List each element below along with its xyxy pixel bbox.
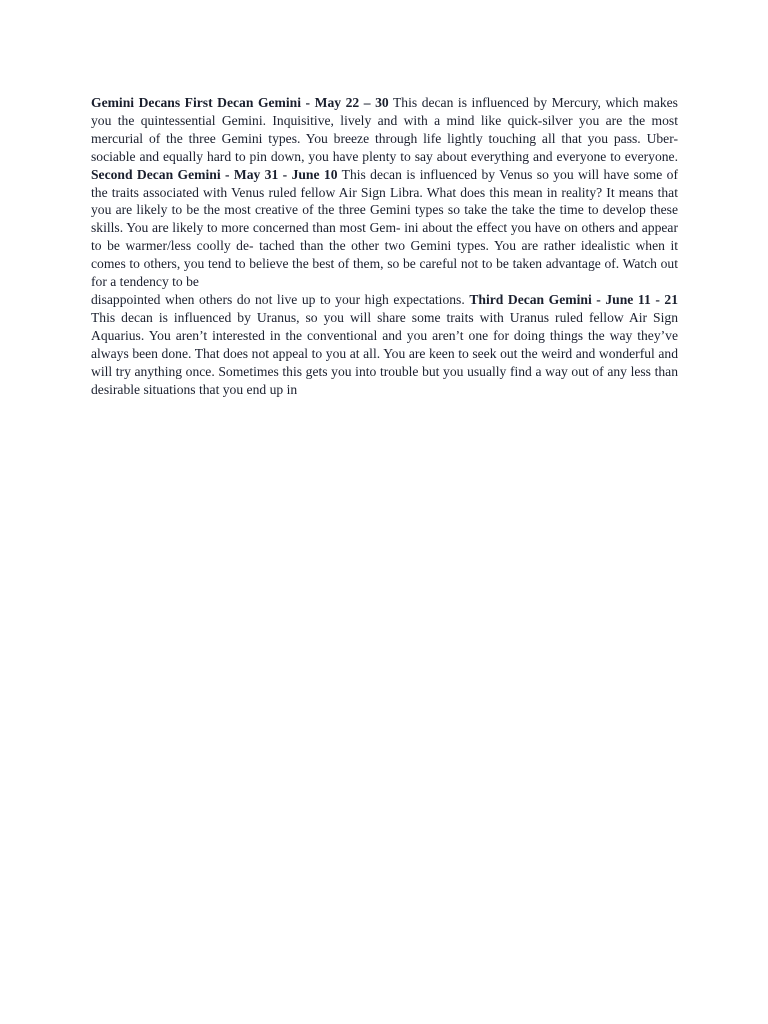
first-decan-text: This decan is influenced by Mercury, which makes you the quintessential Gemini. Inquisitive, lively and with a mind like quick-silver you are the most mercurial of the three Gemini types. You breeze through life lightly touching all that you pass. Uber- sociable and equally hard to pin down, you have plenty to say about everything and everyone to everyone. — [91, 95, 678, 164]
third-decan-heading: Third Decan Gemini - June 11 - 21 — [469, 291, 678, 307]
paragraph-first-second-decan — [91, 94, 678, 291]
second-decan-text-continued: disappointed when others do not live up to your high expectations. — [91, 291, 470, 307]
document-body — [91, 94, 678, 398]
second-decan-heading: Second Decan Gemini - May 31 - June 10 — [91, 166, 338, 182]
second-decan-text: This decan is influenced by Venus so you will have some of the traits associated with Venus ruled fellow Air Sign Libra. What does this mean in reality? It means that you are likely to be the most creative of the three Gemini types so take the take the time to develop these skills. You are likely to more concerned than most Gem- ini about the effect you have on others and appear to be warmer/less coolly de- tached than the other two Gemini types. You are rather idealistic when it comes to others, you tend to believe the best of them, so be careful not to be taken advantage of. Watch out for a tendency to be — [91, 166, 678, 290]
third-decan-text: This decan is influenced by Uranus, so you will share some traits with Uranus ruled fellow Air Sign Aquarius. You aren’t interested in the conventional and you aren’t one for doing things the way they’ve always been done. That does not appeal to you at all. You are keen to seek out the weird and wonderful and will try anything once. Sometimes this gets you into trouble but you usually find a way out of any less than desirable situations that you end up in — [91, 309, 678, 397]
paragraph-third-decan — [91, 291, 678, 398]
first-decan-heading: Gemini Decans First Decan Gemini - May 22 – 30 — [91, 95, 389, 110]
